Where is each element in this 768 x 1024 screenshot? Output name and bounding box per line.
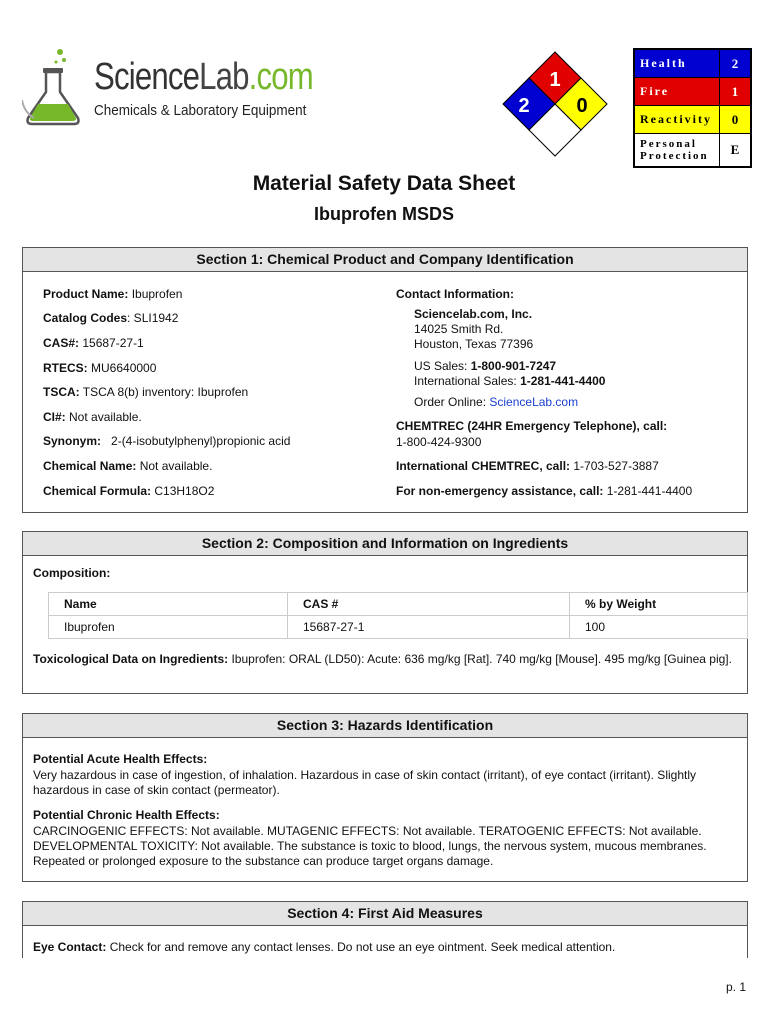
international-sales: International Sales: 1-281-441-4400 <box>414 374 606 388</box>
nfpa-reactivity-value: 0 <box>576 95 588 117</box>
hmis-row-personal-protection <box>635 134 750 166</box>
hmis-label: Reactivity <box>635 106 719 133</box>
address-line-2: Houston, Texas 77396 <box>414 337 534 351</box>
section-1 <box>22 247 748 513</box>
chronic-health-effects-text: CARCINOGENIC EFFECTS: Not available. MUTAGENIC EFFECTS: Not available. TERATOGENIC EFFECTS: Not available. DEVELOPMENTAL TOXICITY: Not available. The substance is toxic to blood, lungs, the nervous system, mucous membranes. Repeated or prolonged exposure to the substance can produce target organs damage. <box>33 824 707 868</box>
chemtrec-number: 1-800-424-9300 <box>396 435 482 449</box>
nfpa-fire-value: 1 <box>549 69 561 91</box>
chemical-name-field: Chemical Name: Not available. <box>43 459 213 473</box>
hmis-row-fire <box>635 78 750 106</box>
nfpa-diamond <box>500 50 610 165</box>
hmis-label: Personal Protection <box>635 134 719 166</box>
table-cell: 100 <box>570 616 748 639</box>
logo-tagline: Chemicals & Laboratory Equipment <box>94 102 307 119</box>
ci-field: CI#: Not available. <box>43 410 142 424</box>
rtecs-field: RTECS: MU6640000 <box>43 361 157 375</box>
hmis-row-reactivity <box>635 106 750 134</box>
hmis-label: Health <box>635 50 719 77</box>
chemtrec-label: CHEMTREC (24HR Emergency Telephone), call: <box>396 419 668 433</box>
chemical-formula-field: Chemical Formula: C13H18O2 <box>43 484 215 498</box>
product-name-field: Product Name: Ibuprofen <box>43 287 183 301</box>
composition-table <box>48 592 748 639</box>
cas-field: CAS#: 15687-27-1 <box>43 336 144 350</box>
international-chemtrec: International CHEMTREC, call: 1-703-527-3887 <box>396 459 659 473</box>
table-header-row <box>49 593 748 616</box>
company-name: Sciencelab.com, Inc. <box>414 307 533 321</box>
column-header: CAS # <box>288 593 570 616</box>
nfpa-health-value: 2 <box>518 95 530 117</box>
column-header: % by Weight <box>570 593 748 616</box>
chronic-health-effects-label: Potential Chronic Health Effects: <box>33 808 220 822</box>
column-header: Name <box>49 593 288 616</box>
hmis-value: 2 <box>719 50 750 77</box>
flask-icon <box>22 48 92 128</box>
section-heading: Section 4: First Aid Measures <box>23 902 747 926</box>
hmis-value: 1 <box>719 78 750 105</box>
composition-label: Composition: <box>33 566 111 580</box>
page-number: p. 1 <box>725 980 746 994</box>
eye-contact: Eye Contact: Check for and remove any contact lenses. Do not use an eye ointment. Seek medical attention. <box>33 940 616 954</box>
hmis-value: E <box>719 134 750 166</box>
table-cell: Ibuprofen <box>49 616 288 639</box>
document-title: Material Safety Data Sheet <box>252 172 516 195</box>
synonym-field: Synonym: 2-(4-isobutylphenyl)propionic acid <box>43 434 291 448</box>
sciencelab-logo <box>22 48 313 128</box>
non-emergency-assistance: For non-emergency assistance, call: 1-281-441-4400 <box>396 484 693 498</box>
section-heading: Section 2: Composition and Information on Ingredients <box>23 532 747 556</box>
table-row <box>49 616 748 639</box>
catalog-codes-field: Catalog Codes: SLI1942 <box>43 311 179 325</box>
hmis-label: Fire <box>635 78 719 105</box>
hmis-value: 0 <box>719 106 750 133</box>
acute-health-effects-text: Very hazardous in case of ingestion, of inhalation. Hazardous in case of skin contact (irritant), of eye contact (irritant). Slightly hazardous in case of skin contact (permeator). <box>33 768 696 797</box>
order-online: Order Online: ScienceLab.com <box>414 395 579 409</box>
section-2 <box>22 531 748 694</box>
address-line-1: 14025 Smith Rd. <box>414 322 504 336</box>
section-4 <box>22 901 748 958</box>
tsca-field: TSCA: TSCA 8(b) inventory: Ibuprofen <box>43 385 249 399</box>
toxicological-data: Toxicological Data on Ingredients: Ibuprofen: ORAL (LD50): Acute: 636 mg/kg [Rat]. 740 mg/kg [Mouse]. 495 mg/kg [Guinea pig]. <box>33 652 732 666</box>
document-subtitle: Ibuprofen MSDS <box>314 204 454 224</box>
section-heading: Section 1: Chemical Product and Company Identification <box>23 248 747 272</box>
sciencelab-link[interactable]: ScienceLab.com <box>489 395 579 409</box>
logo-wordmark: ScienceLab.com <box>94 56 313 98</box>
acute-health-effects-label: Potential Acute Health Effects: <box>33 752 208 766</box>
hmis-rating-table <box>633 48 752 168</box>
contact-info-label: Contact Information: <box>396 287 514 301</box>
section-3 <box>22 713 748 882</box>
us-sales: US Sales: 1-800-901-7247 <box>414 359 557 373</box>
hmis-row-health <box>635 50 750 78</box>
table-cell: 15687-27-1 <box>288 616 570 639</box>
section-heading: Section 3: Hazards Identification <box>23 714 747 738</box>
